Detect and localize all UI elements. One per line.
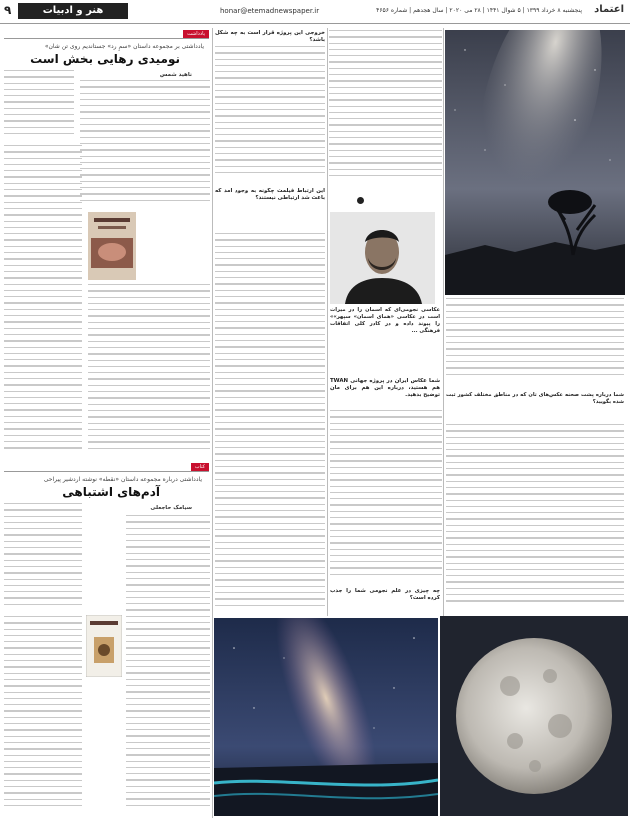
newspaper-logo: اعتماد (594, 4, 624, 15)
page-header (0, 0, 630, 24)
section-email[interactable]: honar@etemadnewspaper.ir (220, 7, 320, 15)
section-tag-book: کتاب (191, 463, 209, 471)
book-cover-1 (88, 212, 136, 280)
portrait-photo (330, 212, 435, 304)
right-caption-1: شما درباره پشت صحنه عکس‌های تان که در مناطق مختلف کشور ثبت شده بگویید؟ (446, 392, 624, 405)
text-lines (4, 503, 82, 610)
middle-right-text-1 (329, 30, 442, 190)
text-lines (329, 30, 442, 181)
column-divider (443, 28, 444, 616)
section-bar-book (4, 463, 209, 472)
text-lines (215, 46, 325, 178)
dateline: پنجشنبه ۸ خرداد ۱۳۹۹ | ۵ شوال ۱۴۴۱ | ۲۸ می ۲۰۲۰ | سال هجدهم | شماره ۴۶۵۶ (376, 7, 582, 14)
interview-question-2: این ارتباط فیلمت چگونه به وجود آمد که باعث شد ارتباطی نیستند؟ (215, 188, 325, 201)
moon-photo (440, 616, 628, 816)
column-divider (212, 28, 213, 818)
column-divider (327, 28, 328, 616)
right-column-text-2 (446, 424, 624, 614)
article1-col3 (88, 284, 210, 460)
section-tag-note: یادداشت (183, 30, 209, 38)
interview-question-3: شما عکاس ایران در پروژه جهانی TWAN هم هستید، درباره این هم برای مان توضیح بدهید. (330, 378, 440, 398)
article1-col1 (80, 80, 210, 210)
text-lines (88, 284, 210, 454)
milky-way-coast-photo (214, 618, 438, 816)
middle-left-text-1 (215, 46, 325, 186)
article2-col2 (4, 616, 82, 816)
article2-kicker: یادداشتی درباره مجموعه داستان «نقطه» نوشته اردشیر پیراحی (43, 476, 202, 483)
article2-author: سیامک حاجعلی (150, 505, 192, 511)
interview-icon (357, 197, 364, 204)
middle-left-text-2 (215, 233, 325, 618)
article2-col1 (4, 503, 82, 613)
interview-question-1: خروجی این پروژه قرار است به چه شکل باشد؟ (215, 30, 325, 43)
text-lines (215, 233, 325, 611)
section-title: هنر و ادبیات (18, 3, 128, 19)
section-bar-note (4, 30, 209, 39)
book-cover-2 (86, 615, 122, 677)
text-lines (446, 424, 624, 607)
text-lines (446, 298, 624, 380)
interview-question-4: چه چیزی در علم نجومی شما را جذب کرده است؟ (330, 588, 440, 601)
middle-right-text-2 (330, 410, 442, 585)
article1-col2 (4, 145, 82, 460)
portrait-caption: عکاسی نجومی‌ای که آسمان را در میراث است در عکاسی «همای اسمان» سپهر»» را پیوند داده و در کادر کلی اتفاقات فرهنگی ... (330, 307, 440, 334)
article1-lead (4, 70, 74, 142)
article2-col3 (126, 515, 210, 815)
text-lines (4, 145, 82, 454)
text-lines (126, 515, 210, 811)
article1-author: ناهید شمس (159, 72, 192, 78)
right-column-text-1 (446, 298, 624, 390)
text-lines (4, 616, 82, 811)
text-lines (80, 80, 210, 206)
text-lines (330, 410, 442, 580)
article1-title: نومیدی رهایی بخش است (30, 52, 180, 66)
text-lines (4, 70, 74, 139)
page-number: ۹ (4, 3, 12, 17)
article1-kicker: یادداشتی بر مجموعه داستان «سمِ رد» جستاندیم روی تن شان» (44, 43, 204, 50)
article2-title: آدم‌های اشتباهی (62, 485, 160, 499)
milky-way-photo (445, 30, 625, 295)
